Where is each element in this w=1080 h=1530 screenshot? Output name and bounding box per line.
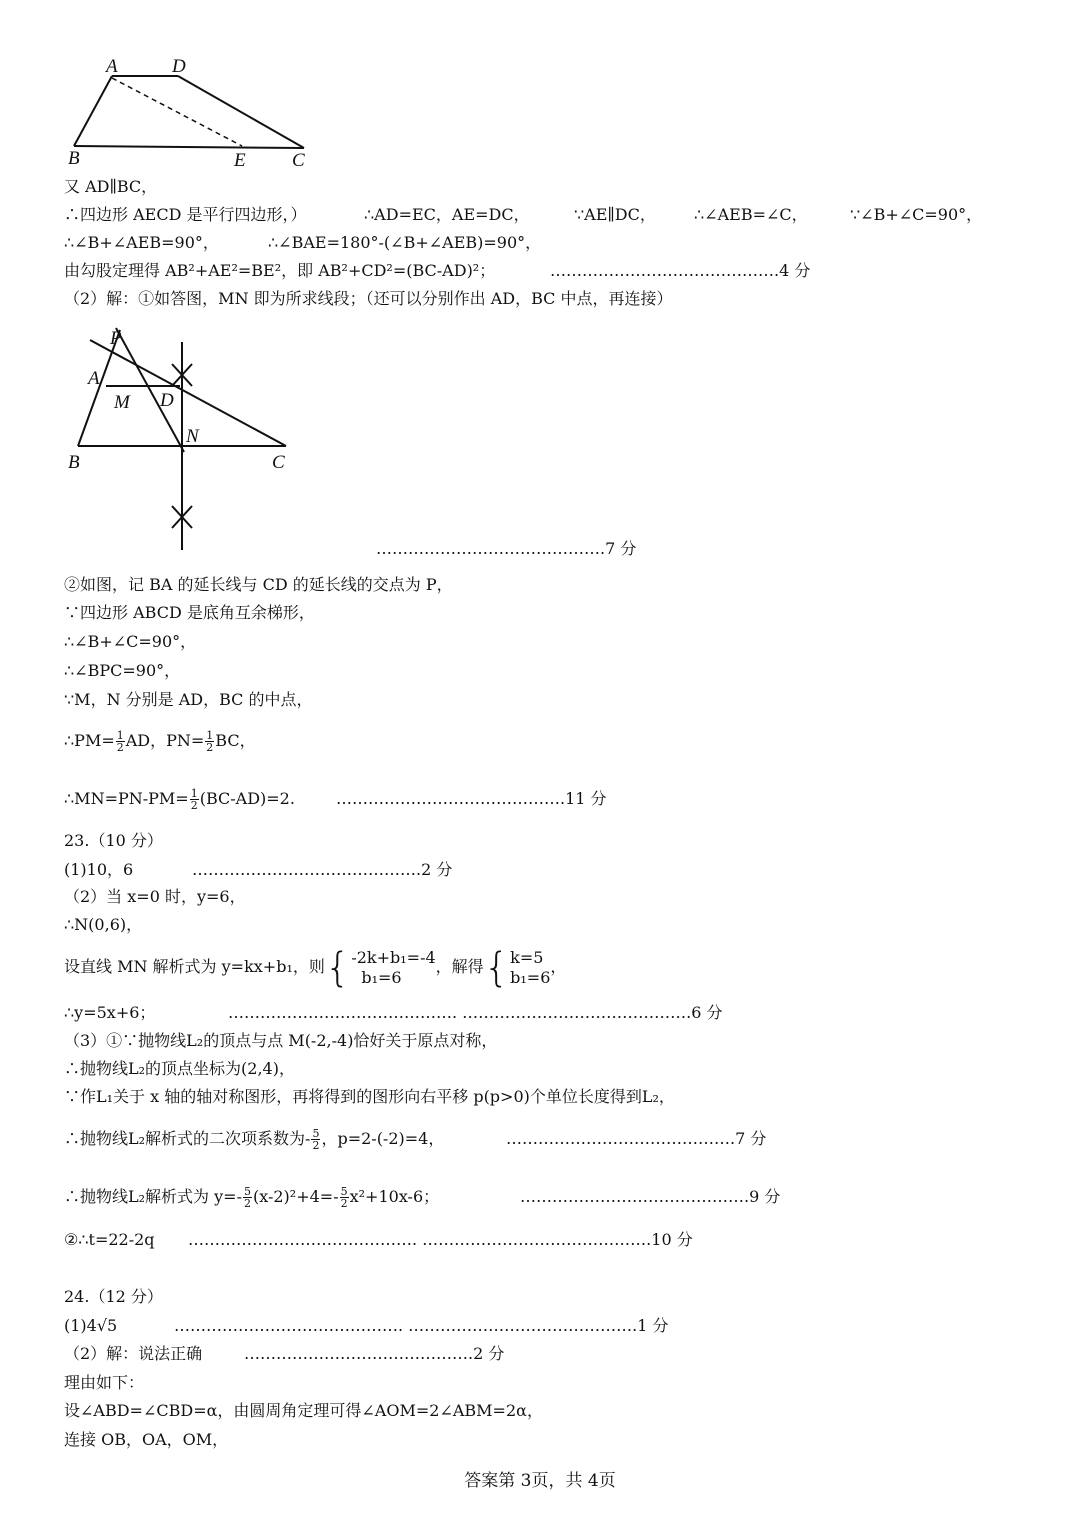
fraction-five-half: $\frac{5}{2}$ (312, 1127, 320, 1152)
line-4-score: …………………………………….4 分 (550, 261, 811, 280)
line-23 (64, 1126, 767, 1152)
line-2-e: ∵∠B+∠C=90°， (850, 205, 983, 224)
line-23-b: ，p=2-(-2)=4， (321, 1129, 445, 1148)
line-6-score: …………………………………….7 分 (376, 539, 637, 558)
line-13-score: …………………………………….11 分 (336, 789, 607, 808)
line-3-a: ∴∠B+∠AEB=90°， (64, 233, 219, 252)
line-3-b: ∴∠BAE=180°-(∠B+∠AEB)=90°， (268, 233, 542, 252)
line-5: （2）解：①如答图，MN 即为所求线段；（还可以分别作出 AD，BC 中点，再连接） (64, 289, 673, 308)
label-c: C (272, 452, 285, 473)
line-17: ∴N(0,6)， (64, 915, 143, 934)
line-10: ∴∠BPC=90°， (64, 661, 181, 680)
line-29: 理由如下： (64, 1373, 145, 1392)
line-27-a: (1)4√5 (64, 1316, 118, 1335)
line-28-score: …………………………………….2 分 (244, 1344, 505, 1363)
line-27-score: ……………………………………. …………………………………….1 分 (174, 1316, 669, 1335)
line-12-b: AD，PN= (125, 731, 205, 750)
page-footer: 答案第 3页，共 4页 (464, 1471, 616, 1491)
line-4-a: 由勾股定理得 AB²+AE²=BE²，即 AB²+CD²=(BC-AD)²； (64, 261, 496, 280)
line-9: ∴∠B+∠C=90°， (64, 632, 197, 651)
line-23-a: ∴抛物线L₂解析式的二次项系数为- (64, 1129, 311, 1148)
line-24-b: (x-2)²+4=- (252, 1187, 339, 1206)
label-a: A (106, 56, 118, 77)
trapezoid-figure (60, 52, 320, 172)
line-15-a: (1)10，6 (64, 860, 134, 879)
label-a: A (88, 368, 100, 389)
line-18 (64, 945, 566, 989)
line-2-c: ∵AE∥DC， (574, 205, 656, 224)
line-2-b: ∴AD=EC，AE=DC， (364, 205, 530, 224)
line-18-a: 设直线 MN 解析式为 y=kx+b₁，则 (64, 957, 325, 976)
line-26: 24.（12 分） (64, 1287, 163, 1306)
line-1: 又 AD∥BC， (64, 177, 158, 196)
line-8: ∵四边形 ABCD 是底角互余梯形， (64, 603, 315, 622)
line-27 (64, 1315, 669, 1337)
line-2 (64, 204, 983, 226)
line-30: 设∠ABD=∠CBD=α，由圆周角定理可得∠AOM=2∠ABM=2α， (64, 1401, 543, 1420)
label-e: E (234, 150, 246, 171)
label-b: B (68, 148, 80, 169)
line-24-score: …………………………………….9 分 (520, 1187, 781, 1206)
label-d: D (160, 390, 174, 411)
fraction-half: $\frac{1}{2}$ (190, 787, 198, 812)
line-20: （3）①∵抛物线L₂的顶点与点 M(-2,-4)恰好关于原点对称， (64, 1031, 498, 1050)
label-p: P (110, 328, 122, 349)
line-7: ②如图，记 BA 的延长线与 CD 的延长线的交点为 P， (64, 575, 453, 594)
construction-figure (60, 322, 320, 554)
line-13-a: ∴MN=PN-PM= (64, 789, 189, 808)
label-b: B (68, 452, 80, 473)
line-12 (64, 728, 256, 754)
line-24 (64, 1184, 781, 1210)
line-15 (64, 859, 453, 881)
equation-solution: { k=5 b₁=6 (483, 944, 551, 991)
line-16: （2）当 x=0 时，y=6， (64, 887, 246, 906)
line-19 (64, 1002, 723, 1024)
label-n: N (186, 426, 199, 447)
label-m: M (114, 392, 130, 413)
line-25-a: ②∴t=22-2q (64, 1230, 155, 1249)
line-23-score: …………………………………….7 分 (506, 1129, 767, 1148)
equation-system: { -2k+b₁=-4 b₁=6 (324, 944, 436, 991)
line-28 (64, 1343, 505, 1365)
line-19-a: ∴y=5x+6； (64, 1003, 156, 1022)
line-12-a: ∴PM= (64, 731, 115, 750)
line-4 (64, 260, 811, 282)
line-21: ∴抛物线L₂的顶点坐标为(2,4)， (64, 1059, 295, 1078)
line-13 (64, 786, 607, 812)
line-22: ∵作L₁关于 x 轴的轴对称图形，再将得到的图形向右平移 p(p>0)个单位长度得到L₂， (64, 1087, 675, 1106)
line-13-b: (BC-AD)=2. (199, 789, 295, 808)
line-12-c: BC， (215, 731, 256, 750)
label-d: D (172, 56, 186, 77)
line-19-score: ……………………………………. …………………………………….6 分 (228, 1003, 723, 1022)
fraction-five-half: $\frac{5}{2}$ (243, 1185, 251, 1210)
line-3 (64, 232, 542, 254)
fraction-five-half: $\frac{5}{2}$ (340, 1185, 348, 1210)
line-25-score: ……………………………………. …………………………………….10 分 (188, 1230, 693, 1249)
line-14: 23.（10 分） (64, 831, 163, 850)
line-2-a: ∴四边形 AECD 是平行四边形，） (64, 205, 307, 224)
line-11: ∵M，N 分别是 AD，BC 的中点， (64, 690, 313, 709)
label-c: C (292, 150, 305, 171)
line-25 (64, 1229, 693, 1251)
line-18-c: ， (550, 957, 567, 976)
line-24-a: ∴抛物线L₂解析式为 y=- (64, 1187, 242, 1206)
line-18-b: ，解得 (435, 957, 484, 976)
line-28-a: （2）解：说法正确 (64, 1344, 203, 1363)
fraction-half: $\frac{1}{2}$ (116, 729, 124, 754)
line-2-d: ∴∠AEB=∠C， (694, 205, 808, 224)
line-24-c: x²+10x-6； (349, 1187, 440, 1206)
fraction-half: $\frac{1}{2}$ (206, 729, 214, 754)
line-31: 连接 OB，OA，OM， (64, 1430, 229, 1449)
line-15-score: …………………………………….2 分 (192, 860, 453, 879)
